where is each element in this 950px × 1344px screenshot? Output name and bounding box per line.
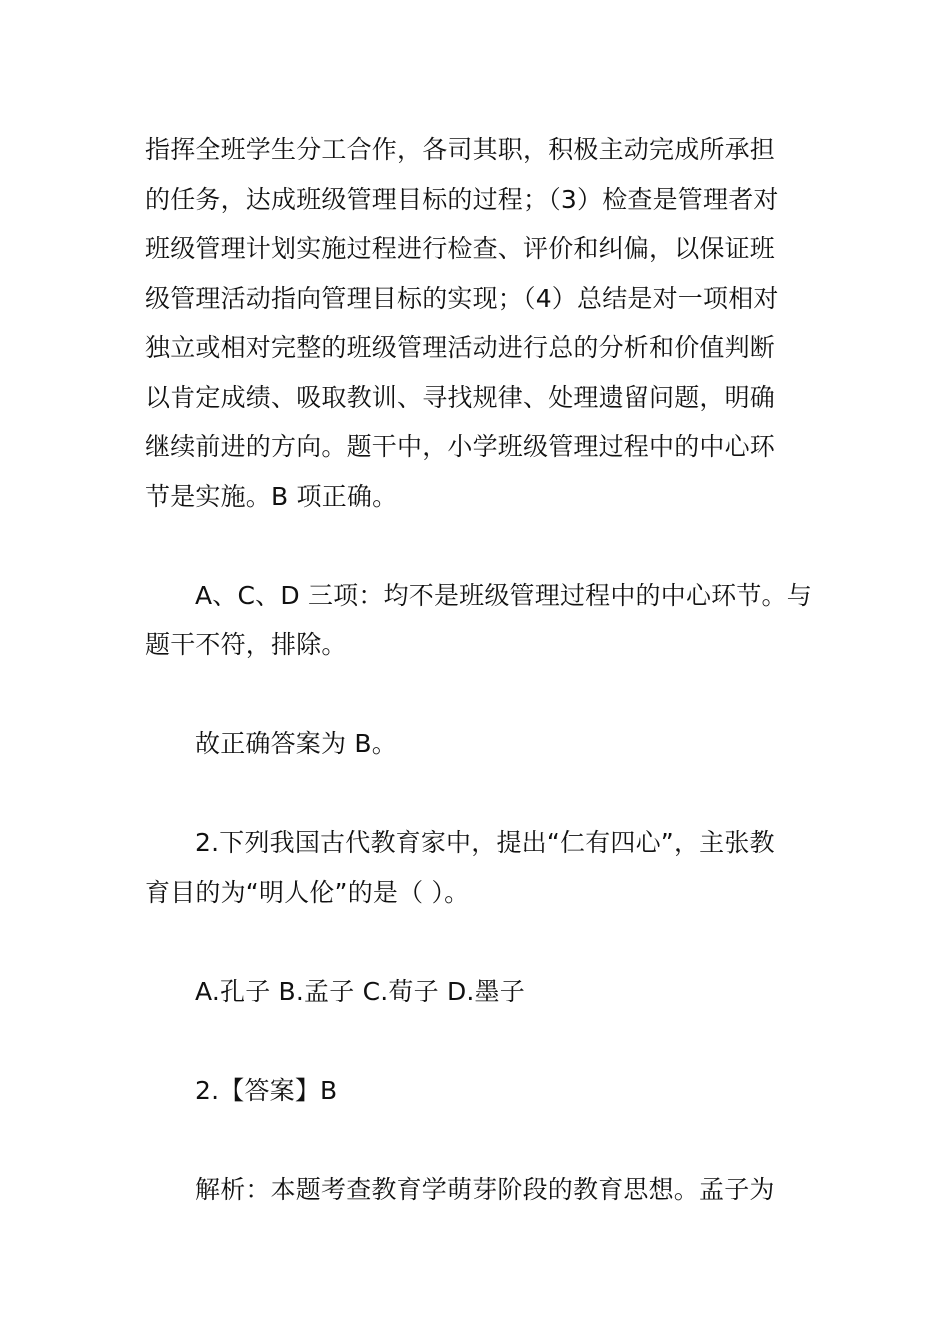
text-line: 级管理活动指向管理目标的实现；（4）总结是对一项相对: [145, 283, 779, 313]
text-line: 的任务，达成班级管理目标的过程；（3）检查是管理者对: [145, 184, 779, 214]
text-line: 题干不符，排除。: [145, 630, 347, 659]
answer-paragraph: 2.【答案】B: [195, 1075, 338, 1105]
explanation-paragraph: [145, 125, 810, 521]
conclusion-paragraph: 故正确答案为 B。: [195, 729, 397, 758]
text-line: 以肯定成绩、吸取教训、寻找规律、处理遗留问题，明确: [145, 382, 776, 412]
text-line: A、C、D 三项：均不是班级管理过程中的中心环节。与: [195, 580, 812, 610]
text-line: 班级管理计划实施过程进行检查、评价和纠偏，以保证班: [145, 234, 776, 263]
text-line: 独立或相对完整的班级管理活动进行总的分析和价值判断: [145, 333, 776, 362]
text-line: 继续前进的方向。题干中，小学班级管理过程中的中心环: [145, 432, 776, 461]
analysis-paragraph: 解析：本题考查教育学萌芽阶段的教育思想。孟子为: [195, 1174, 775, 1204]
document-body: [145, 125, 810, 1264]
text-line: 2.下列我国古代教育家中，提出“仁有四心”，主张教: [195, 828, 775, 857]
elimination-paragraph: [145, 571, 810, 670]
text-line: 节是实施。B 项正确。: [145, 481, 398, 511]
text-line: 育目的为“明人伦”的是（ ）。: [145, 877, 470, 907]
text-line: 指挥全班学生分工合作，各司其职，积极主动完成所承担: [145, 135, 776, 164]
question-paragraph: [145, 818, 810, 917]
options-paragraph: A.孔子 B.孟子 C.荀子 D.墨子: [195, 976, 525, 1006]
